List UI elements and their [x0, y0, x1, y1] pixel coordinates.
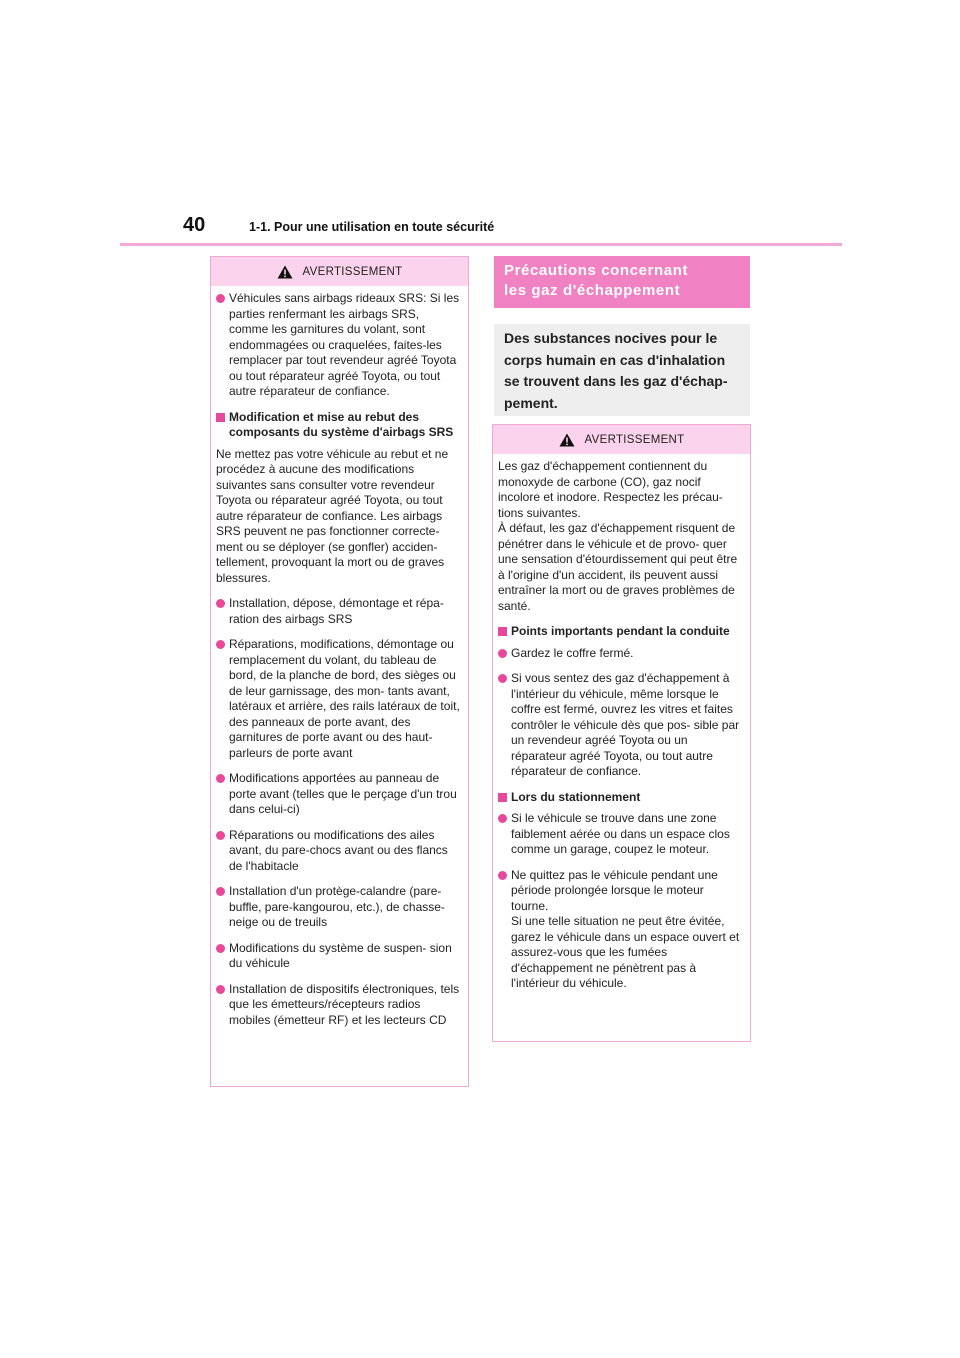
warning-box-airbags — [210, 256, 469, 1087]
paragraph: Ne mettez pas votre véhicule au rebut et ne procédez à aucune des modifications suivantes sans consulter votre revendeur Toyota ou réparateur agréé Toyota, ou tout autre réparateur de confiance. Les airbags SRS peuvent ne pas fonctionner correcte- ment ou se déployer (se gonfler) acciden- tellement, provoquant la mort ou de graves blessures. — [216, 446, 449, 585]
list-item: Modifications du système de suspen- sion du véhicule — [216, 941, 460, 972]
list-item: Réparations ou modifications des ailes avant, du pare-chocs avant ou des flancs de l'habitacle — [216, 828, 460, 875]
list-item: Gardez le coffre fermé. — [498, 646, 742, 662]
paragraph: Si une telle situation ne peut être évitée, garez le véhicule dans un espace ouvert et assurez-vous que les fumées d'échappement ne pénètrent pas à l'intérieur du véhicule. — [511, 914, 740, 990]
warning-triangle-icon — [277, 265, 293, 279]
list-item: Installation d'un protège-calandre (pare-buffle, pare-kangourou, etc.), de chasse-neige ou de treuils — [216, 884, 460, 931]
section-title-line-1: Précautions concernant — [504, 262, 689, 279]
warning-heading — [211, 257, 468, 286]
subheading: Lors du stationnement — [498, 790, 742, 806]
list-item: Installation de dispositifs électroniques, tels que les émetteurs/récepteurs radios mobiles (émetteur RF) et les lecteurs CD — [216, 982, 460, 1029]
paragraph: Les gaz d'échappement contiennent du monoxyde de carbone (CO), gaz nocif incolore et inodore. Respectez les précau- tions suivantes. — [498, 459, 723, 520]
list-item: Véhicules sans airbags rideaux SRS: Si les parties renfermant les airbags SRS, comme les garnitures du volant, sont endommagées ou craquelées, faites-les remplacer par tout revendeur agréé Toyota ou tout réparateur agréé Toyota, ou tout autre réparateur de confiance. — [216, 291, 460, 400]
list-item: Si le véhicule se trouve dans une zone faiblement aérée ou dans un espace clos comme un garage, coupez le moteur. — [498, 811, 742, 858]
section-summary: Des substances nocives pour le corps humain en cas d'inhalation se trouvent dans les gaz d'échap- pement. — [494, 324, 750, 416]
warning-heading — [493, 425, 750, 454]
header-divider — [120, 243, 842, 246]
chapter-title: 1-1. Pour une utilisation en toute sécurité — [249, 220, 495, 234]
subheading: Modification et mise au rebut des composants du système d'airbags SRS — [216, 410, 460, 441]
list-item: Installation, dépose, démontage et répa- ration des airbags SRS — [216, 596, 460, 627]
list-item: Modifications apportées au panneau de porte avant (telles que le perçage d'un trou dans celui-ci) — [216, 771, 460, 818]
page-number: 40 — [183, 214, 206, 236]
subheading: Points importants pendant la conduite — [498, 624, 742, 640]
warning-box-exhaust — [492, 424, 751, 1042]
warning-heading-text: AVERTISSEMENT — [584, 433, 685, 446]
warning-triangle-icon — [559, 433, 575, 447]
section-title-line-2: les gaz d'échappement — [504, 282, 681, 299]
section-title — [494, 256, 750, 308]
warning-heading-text: AVERTISSEMENT — [302, 265, 403, 278]
list-item: Si vous sentez des gaz d'échappement à l'intérieur du véhicule, même lorsque le coffre est fermé, ouvrez les vitres et faites contrôler le véhicule dès que pos- sible par un revendeur agréé Toyota ou un réparateur agréé Toyota, ou tout autre réparateur de confiance. — [498, 671, 742, 780]
list-item: Ne quittez pas le véhicule pendant une période prolongée lorsque le moteur tourne. — [498, 868, 742, 915]
paragraph: À défaut, les gaz d'échappement risquent de pénétrer dans le véhicule et de provo- quer une sensation d'étourdissement qui peut être à l'origine d'un accident, ils peuvent aussi entraîner la mort ou de graves problèmes de santé. — [498, 521, 738, 613]
list-item: Réparations, modifications, démontage ou remplacement du volant, du tableau de bord, de la planche de bord, des sièges ou de leur garnissage, des mon- tants avant, latéraux et arrière, des rails latéraux de toit, des panneaux de porte avant, des garnitures de porte avant ou des haut-parleurs de porte avant — [216, 637, 460, 761]
